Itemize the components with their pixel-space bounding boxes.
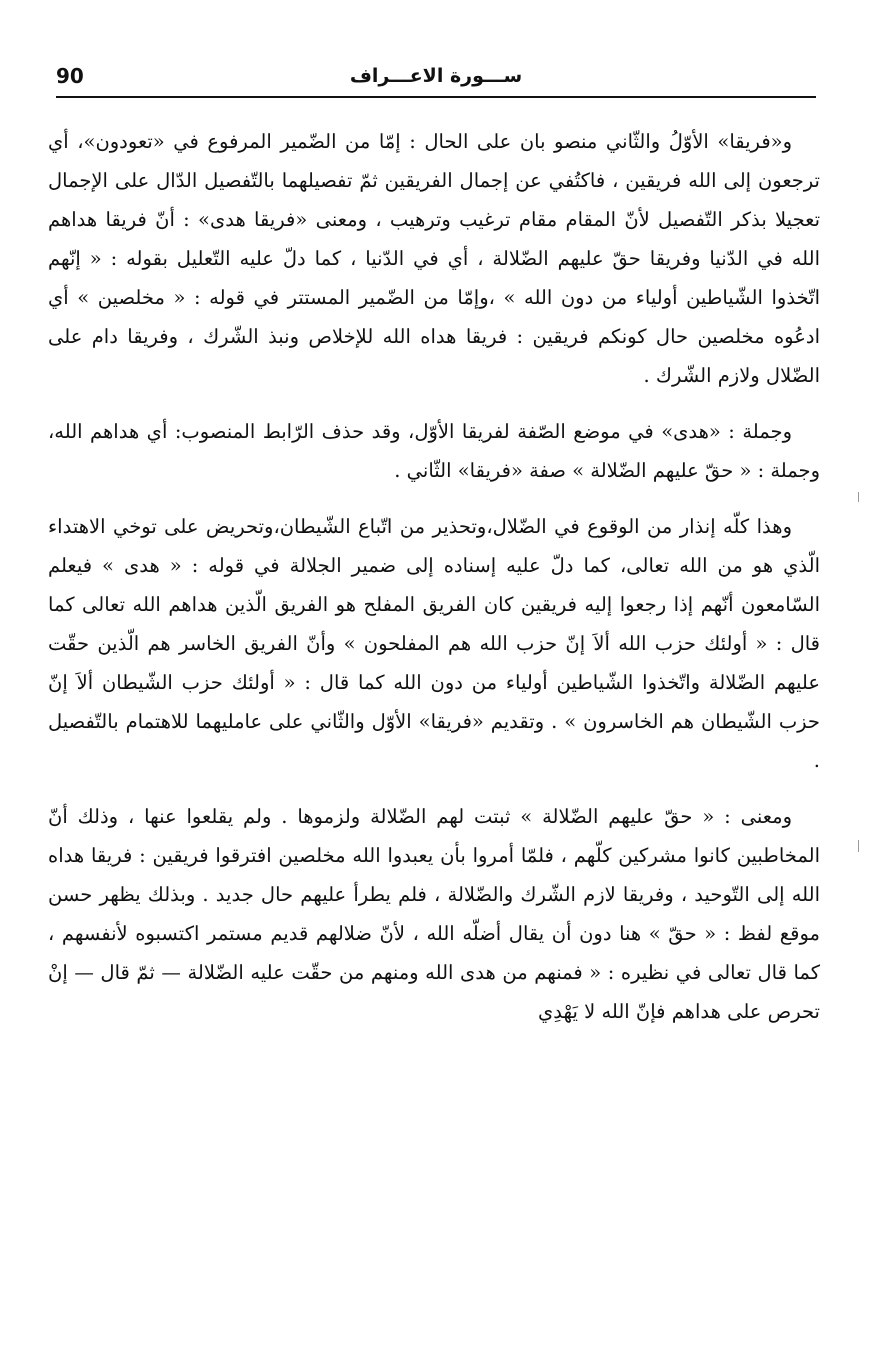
scan-mark bbox=[858, 492, 859, 502]
paragraph-1: و«فريقا» الأوّلُ والثّاني منصو بان على الحال : إمّا من الضّمير المرفوع في «تعودون»، أي ترجعون إلى الله فريقين ، فاكتُفي عن إجمال الفريقين ثمّ تفصيلهما بالتّفصيل الدّال على الإجمال تعجيلا بذكر التّفصيل لأنّ المقام مقام ترغيب وترهيب ، ومعنى «فريقا هدى» : أنّ فريقا هداهم الله في الدّنيا وفريقا حقّ عليهم الضّلالة ، أي في الدّنيا ، كما دلّ عليه التّعليل بقوله : « إنّهم اتّخذوا الشّياطين أولياء من دون الله » ،وإمّا من الضّمير المستتر في قوله : « مخلصين » أي ادعُوه مخلصين حال كونكم فريقين : فريقا هداه الله للإخلاص ونبذ الشّرك ، وفريقا دام على الضّلال ولازم الشّرك . bbox=[48, 130, 820, 387]
header-divider bbox=[56, 96, 816, 98]
paragraph-4: ومعنى : « حقّ عليهم الضّلالة » ثبتت لهم الضّلالة ولزموها . ولم يقلعوا عنها ، وذلك أنّ المخاطبين كانوا مشركين كلّهم ، فلمّا أمروا بأن يعبدوا الله مخلصين افترقوا فريقين : فريقا هداه الله إلى التّوحيد ، وفريقا لازم الشّرك والضّلالة ، فلم يطرأ عليهم حال جديد . وبذلك يظهر حسن موقع لفظ : « حقّ » هنا دون أن يقال أضلّه الله ، لأنّ ضلالهم قديم مستمر اكتسبوه لأنفسهم ، كما قال تعالى في نظيره : « فمنهم من هدى الله ومنهم من حقّت عليه الضّلالة — ثمّ قال — إنْ تحرص على هداهم فإنّ الله لا يَهْدِي bbox=[48, 805, 820, 1023]
surah-title: ســـورة الاعـــراف bbox=[349, 65, 523, 87]
page-header bbox=[56, 62, 816, 98]
page-number: 90 bbox=[56, 64, 84, 88]
paragraph-2: وجملة : «هدى» في موضع الصّفة لفريقا الأوّل، وقد حذف الرّابط المنصوب: أي هداهم الله، وجملة : « حقّ عليهم الضّلالة » صفة «فريقا» الثّاني . bbox=[48, 420, 820, 482]
paragraph-3: وهذا كلّه إنذار من الوقوع في الضّلال،وتحذير من اتّباع الشّيطان،وتحريض على توخي الاهتداء الّذي هو من الله تعالى، كما دلّ عليه إسناده إلى ضمير الجلالة في قوله : « هدى » فيعلم السّامعون أنّهم إذا رجعوا إليه فريقين كان الفريق المفلح هو الفريق الّذين هداهم الله تعالى كما قال : « أولئك حزب الله ألاَ إنّ حزب الله هم المفلحون » وأنّ الفريق الخاسر هم الّذين حقّت عليهم الضّلالة واتّخذوا الشّياطين أولياء من دون الله كما قال : « أولئك حزب الشّيطان ألاَ إنّ حزب الشّيطان هم الخاسرون » . وتقديم «فريقا» الأوّل والثّاني على عامليهما للاهتمام بالتّفصيل . bbox=[48, 515, 820, 772]
scan-mark bbox=[858, 840, 859, 852]
body-text bbox=[48, 122, 820, 1048]
